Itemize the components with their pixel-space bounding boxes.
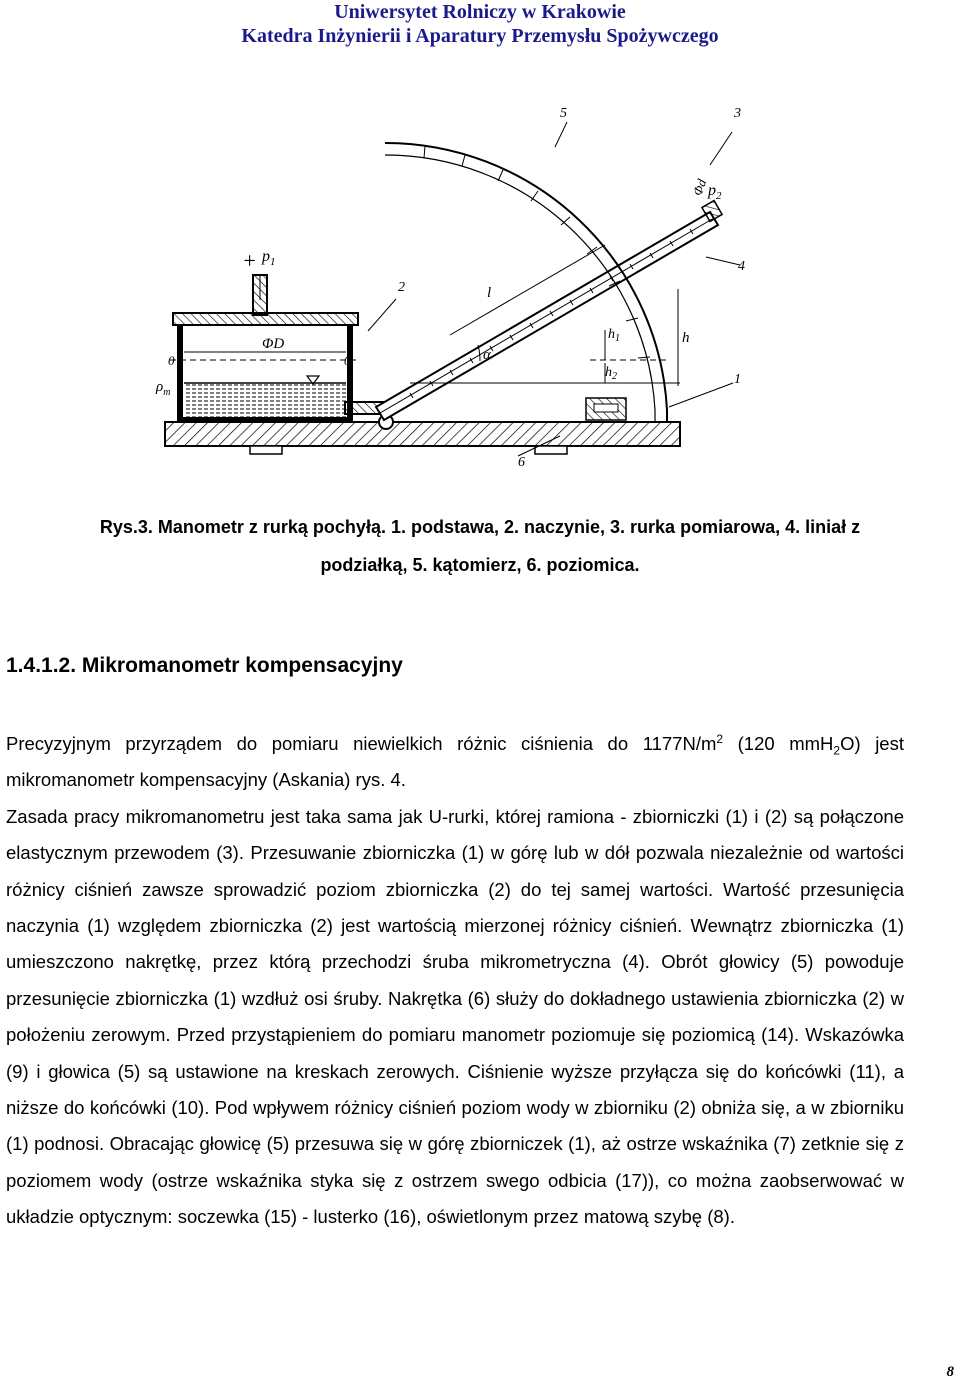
label-6: 6: [518, 455, 525, 470]
label-h: h: [682, 330, 690, 346]
label-rho: $\rho_m$: [156, 379, 171, 398]
label-p2: $p_2$: [708, 182, 722, 202]
label-5: 5: [560, 106, 567, 121]
section-title: 1.4.1.2. Mikromanometr kompensacyjny: [6, 654, 403, 677]
figure-caption: [40, 508, 920, 584]
label-phid: Φd: [689, 177, 710, 198]
caption-line-1: Rys.3. Manometr z rurką pochyłą. 1. podstawa, 2. naczynie, 3. rurka pomiarowa, 4. liniał z: [99, 517, 861, 537]
label-h2: $h_2$: [605, 365, 617, 382]
base-plate: [165, 422, 680, 446]
body-text: [6, 726, 904, 1236]
label-4: 4: [738, 259, 745, 274]
label-zero-left: 0: [168, 353, 175, 368]
paragraph-2: Zasada pracy mikromanometru jest taka sama jak U-rurki, której ramiona - zbiorniczki (1) i (2) są połączone elastycznym przewodem (3). Przesuwanie zbiorniczka (1) w górę lub w dół pozwala niezależnie od wartości różnicy ciśnień zawsze sprowadzić poziom zbiorniczka (2) do tej samej wartości. Wartość przesunięcia naczynia (1) względem zbiorniczka (2) jest wartością mierzonej różnicy ciśnień. Wewnątrz zbiorniczka (1) umieszczono nakrętkę, przez którą przechodzi śruba mikrometryczna (4). Obrót głowicy (5) powoduje przesunięcie zbiorniczka (1) wzdłuż osi śruby. Nakrętka (6) służy do dokładnego ustawienia zbiorniczka (2) w położeniu zerowym. Przed przystąpieniem do pomiaru manometr poziomuje się poziomicą (14). Wskazówka (9) i głowica (5) są ustawione na kreskach zerowych. Ciśnienie wyższe przyłącza się do końcówki (11), a niższe do końcówki (10). Pod wpływem różnicy ciśnień poziom wody w zbiorniku (2) obniża się, a w zbiorniku (1) podnosi. Obracając głowicę (5) przesuwa się w górę zbiorniczek (1), aż ostrze wskaźnika (7) zetknie się z poziomem wody (ostrze wskaźnika styka się z ostrzem swego odbicia (17)), co można zaobserwować w układzie optycznym: soczewka (15) - lusterko (16), oświetlonym przez matową szybę (8).: [6, 805, 904, 1228]
university-name: Uniwersytet Rolniczy w Krakowie: [334, 1, 626, 23]
inclined-manometer-figure: [150, 95, 790, 480]
label-p1: $p_1$: [262, 248, 276, 268]
manometer-drawing: [150, 95, 790, 480]
protractor-arc: [385, 143, 667, 410]
label-zero-right: 0: [344, 353, 351, 368]
vessel-liquid: [184, 383, 346, 417]
label-2: 2: [398, 280, 405, 295]
base-foot-right: [535, 446, 567, 454]
label-1: 1: [734, 372, 741, 387]
caption-line-2: podziałką, 5. kątomierz, 6. poziomica.: [320, 555, 640, 575]
department-name: Katedra Inżynierii i Aparatury Przemysłu Spożywczego: [241, 25, 719, 47]
base-foot-left: [250, 446, 282, 454]
plus-sign: +: [242, 248, 257, 273]
paragraph-1: Precyzyjnym przyrządem do pomiaru niewielkich różnic ciśnienia do $1177N/m^2$ (120 mmH$_2$O) jest mikromanometr kompensacyjny (Askania) rys. 4.: [6, 731, 904, 791]
page-number: 8: [946, 1364, 954, 1380]
label-phiD: ΦD: [262, 336, 285, 352]
label-3: 3: [734, 106, 741, 121]
label-alpha: α: [483, 347, 491, 363]
label-h1: $h_1$: [608, 327, 620, 344]
label-l: l: [487, 285, 492, 301]
